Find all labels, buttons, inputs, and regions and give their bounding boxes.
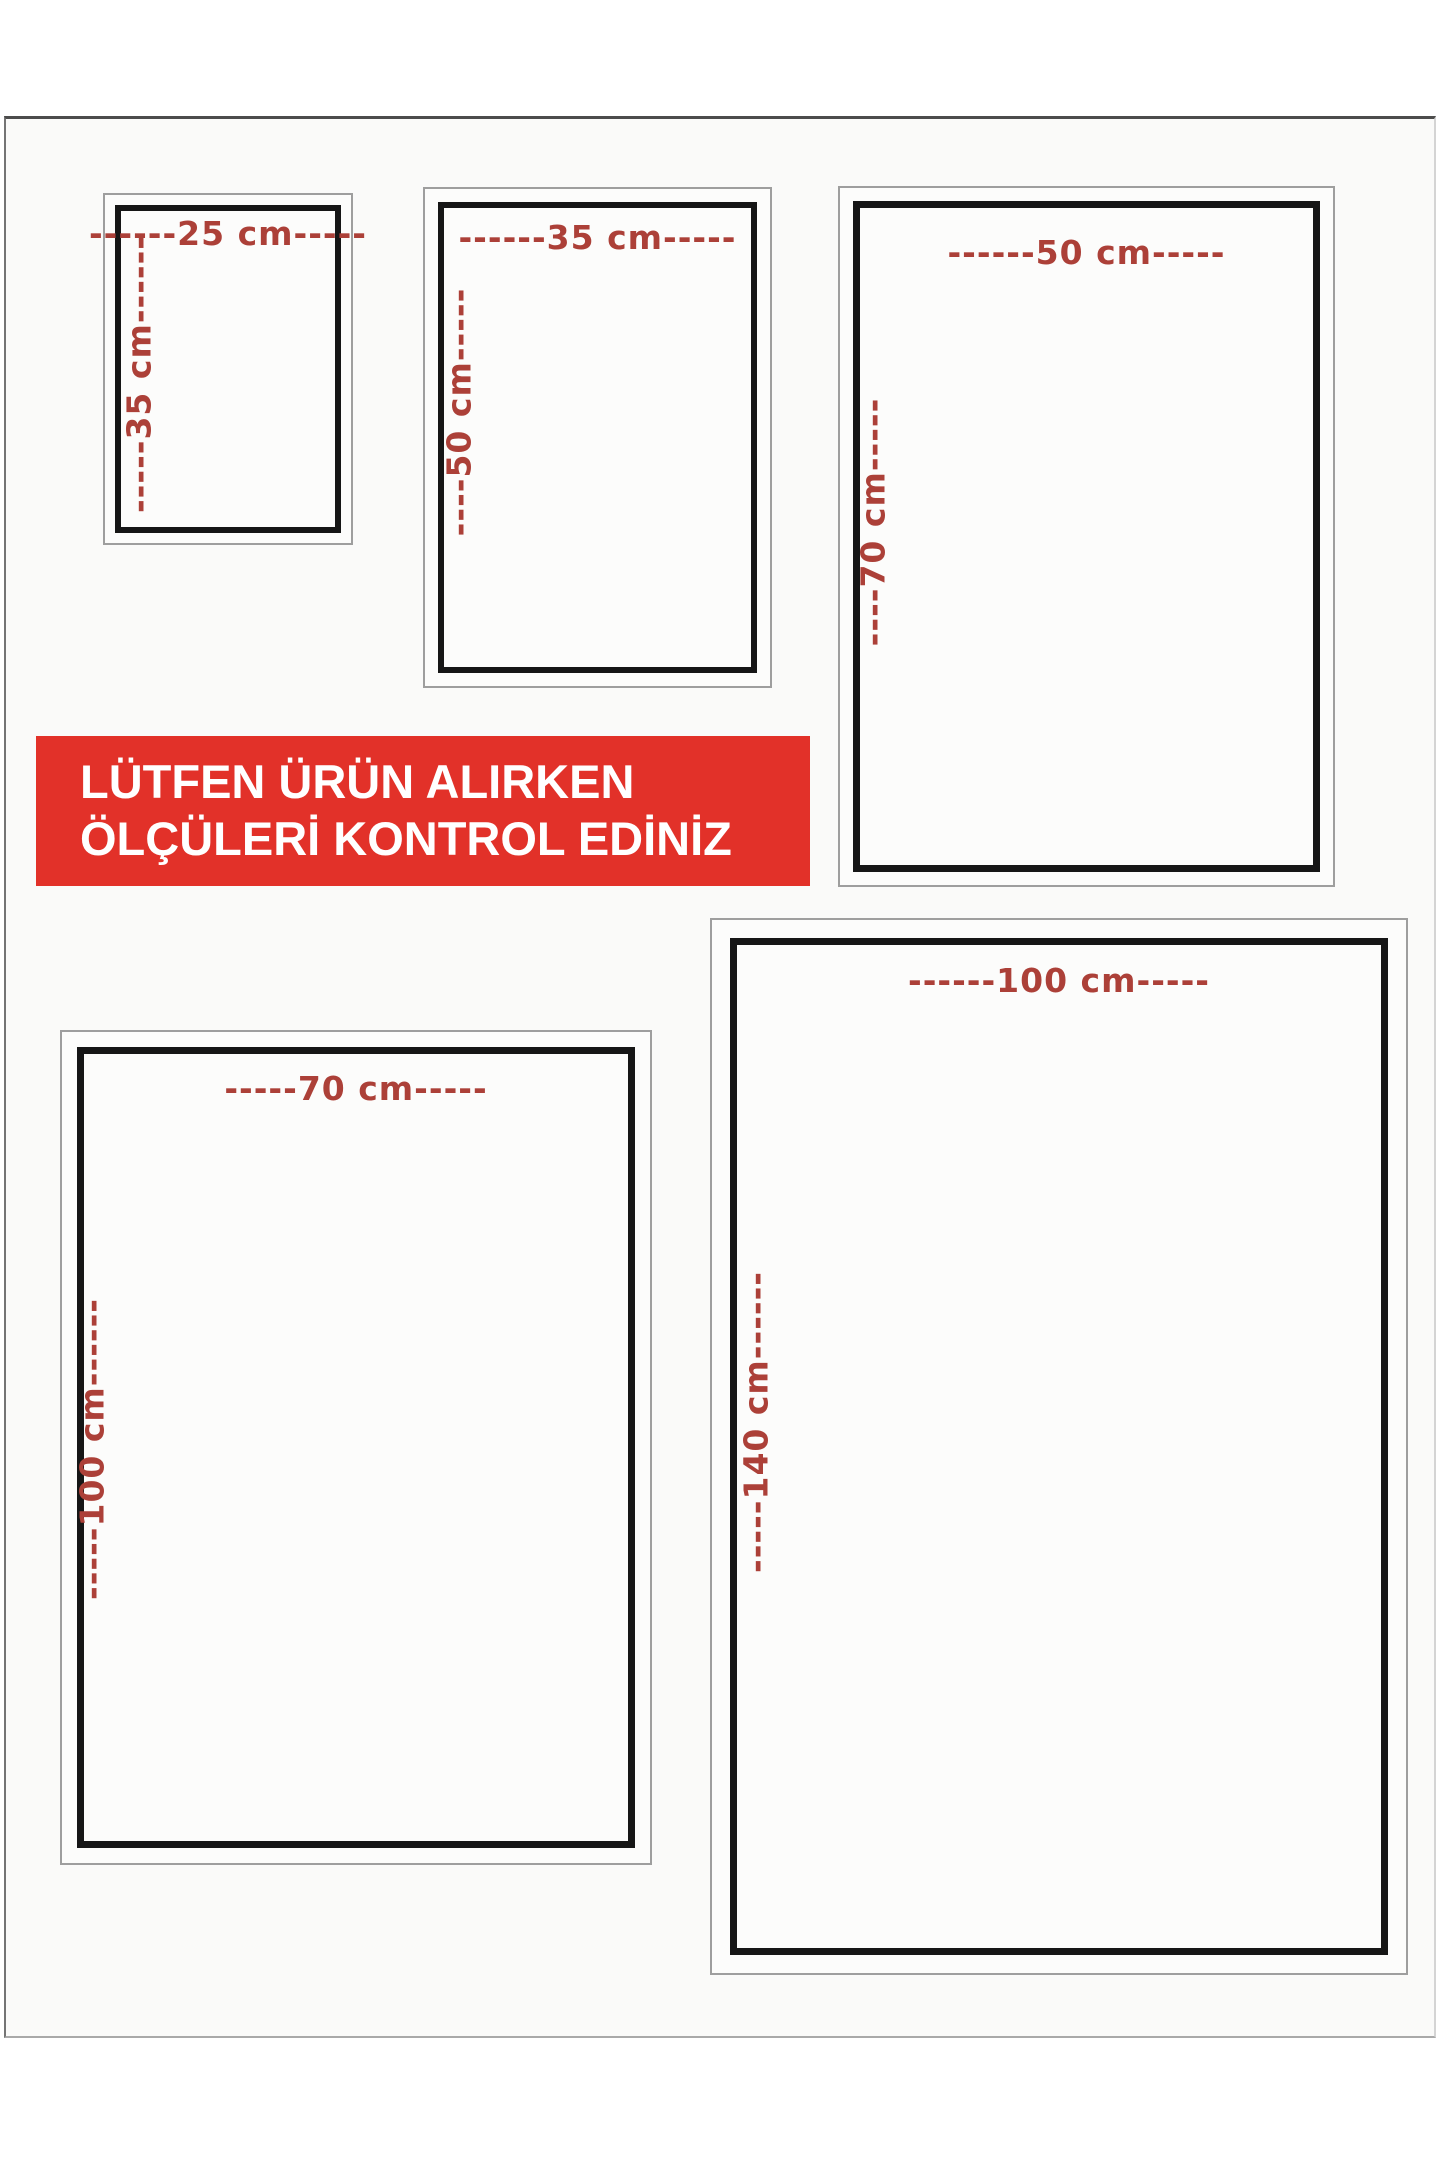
width-label-35cm: ------35 cm----- xyxy=(458,218,737,257)
size-box-35x50 xyxy=(423,187,772,688)
warning-banner xyxy=(36,736,810,886)
height-label-100cm: -----100 cm------ xyxy=(72,1298,112,1600)
size-box-50x70-frame xyxy=(853,201,1320,872)
warning-banner-line2: ÖLÇÜLERİ KONTROL EDİNİZ xyxy=(80,812,732,865)
width-label-25cm: ------25 cm----- xyxy=(88,214,368,253)
size-box-35x50-frame xyxy=(438,202,757,673)
size-box-70x100-frame xyxy=(72,1047,635,1848)
warning-banner-line1: LÜTFEN ÜRÜN ALIRKEN xyxy=(80,755,635,808)
width-label-100cm: ------100 cm----- xyxy=(908,961,1210,1000)
size-box-100x140-frame xyxy=(730,938,1388,1955)
height-label-50cm: ----50 cm----- xyxy=(439,287,479,537)
width-label-50cm: ------50 cm----- xyxy=(947,233,1226,272)
height-label-35cm: -----35 cm------ xyxy=(119,234,159,514)
width-label-70cm: -----70 cm----- xyxy=(224,1069,488,1108)
size-box-100x140 xyxy=(710,918,1408,1975)
size-box-50x70 xyxy=(838,186,1335,887)
height-label-70cm: ----70 cm----- xyxy=(853,397,893,647)
size-box-25x35 xyxy=(88,193,368,545)
height-label-140cm: -----140 cm------ xyxy=(736,1271,776,1573)
size-box-70x100 xyxy=(60,1030,652,1865)
